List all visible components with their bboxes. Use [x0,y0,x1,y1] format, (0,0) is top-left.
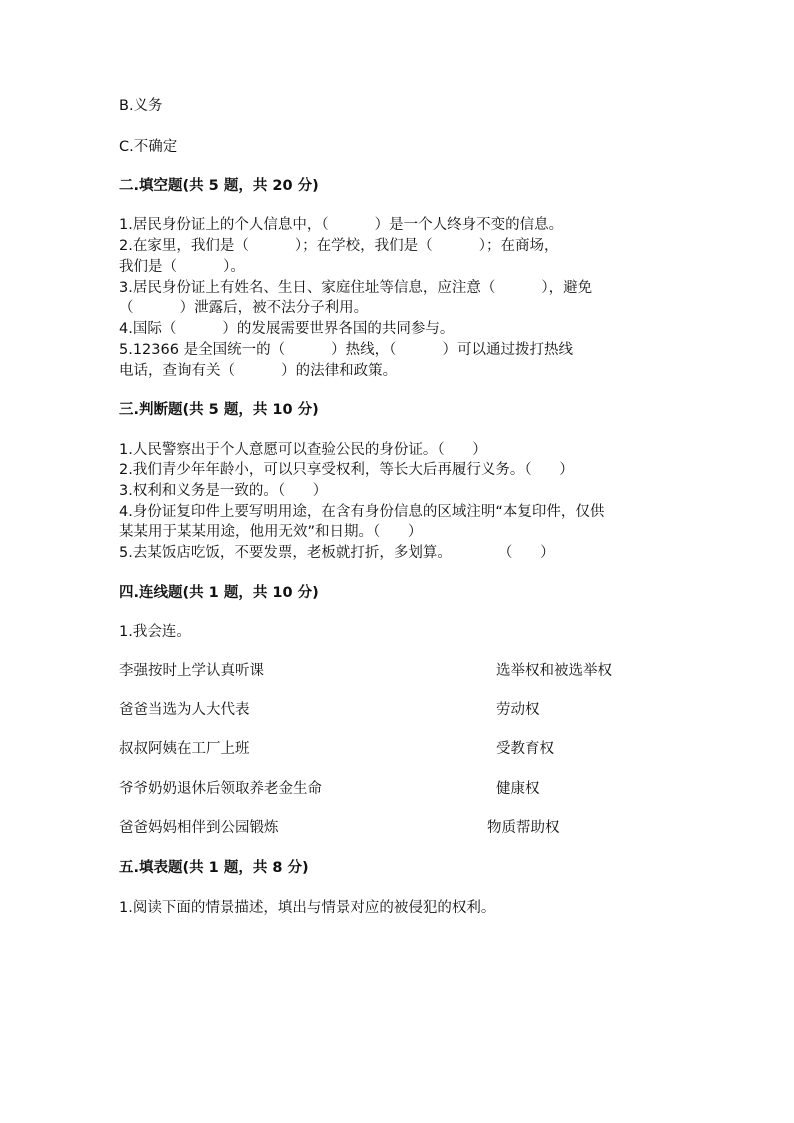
match-left-item: 爷爷奶奶退休后领取养老金生命 [119,781,322,797]
matching-question: 1.我会连。 [119,624,191,640]
fill-blank-line: 5.12366 是全国统一的（ ）热线，（ ）可以通过拨打热线 [119,342,574,358]
fill-blank-line: （ ）泄露后，被不法分子利用。 [119,300,369,316]
section-heading-table: 五.填表题(共 1 题，共 8 分) [119,860,309,876]
fill-blank-line: 电话，查询有关（ ）的法律和政策。 [119,363,398,379]
section-heading-matching: 四.连线题(共 1 题，共 10 分) [119,585,319,601]
true-false-line: 3.权利和义务是一致的。（ ） [119,483,328,499]
match-right-item: 健康权 [496,781,540,797]
match-left-item: 爸爸当选为人大代表 [119,702,250,718]
fill-blank-line: 2.在家里，我们是（ ）；在学校，我们是（ ）；在商场， [119,238,559,254]
match-right-item: 物质帮助权 [487,820,560,836]
match-left-item: 李强按时上学认真听课 [119,663,264,679]
true-false-line: 2.我们青少年年龄小，可以只享受权利，等长大后再履行义务。（ ） [119,462,574,478]
table-question: 1.阅读下面的情景描述，填出与情景对应的被侵犯的权利。 [119,900,496,916]
section-heading-true-false: 三.判断题(共 5 题，共 10 分) [119,402,319,418]
option-c: C.不确定 [119,139,178,155]
match-right-item: 选举权和被选举权 [496,663,612,679]
true-false-line: 4.身份证复印件上要写明用途，在含有身份信息的区域注明“本复印件，仅供 [119,504,605,520]
fill-blank-line: 4.国际（ ）的发展需要世界各国的共同参与。 [119,321,455,337]
match-right-item: 受教育权 [496,741,554,757]
match-left-item: 叔叔阿姨在工厂上班 [119,741,250,757]
fill-blank-line: 1.居民身份证上的个人信息中，（ ）是一个人终身不变的信息。 [119,217,564,233]
section-heading-fill-blank: 二.填空题(共 5 题，共 20 分) [119,178,319,194]
match-left-item: 爸爸妈妈相伴到公园锻炼 [119,820,279,836]
true-false-line: 1.人民警察出于个人意愿可以查验公民的身份证。（ ） [119,442,487,458]
match-right-item: 劳动权 [496,702,540,718]
true-false-line: 5.去某饭店吃饭，不要发票，老板就打折，多划算。 （ ） [119,545,555,561]
true-false-line: 某某用于某某用途，他用无效”和日期。（ ） [119,524,423,540]
fill-blank-line: 3.居民身份证上有姓名、生日、家庭住址等信息，应注意（ ），避免 [119,280,593,296]
fill-blank-line: 我们是（ ）。 [119,259,245,275]
option-b: B.义务 [119,98,163,114]
